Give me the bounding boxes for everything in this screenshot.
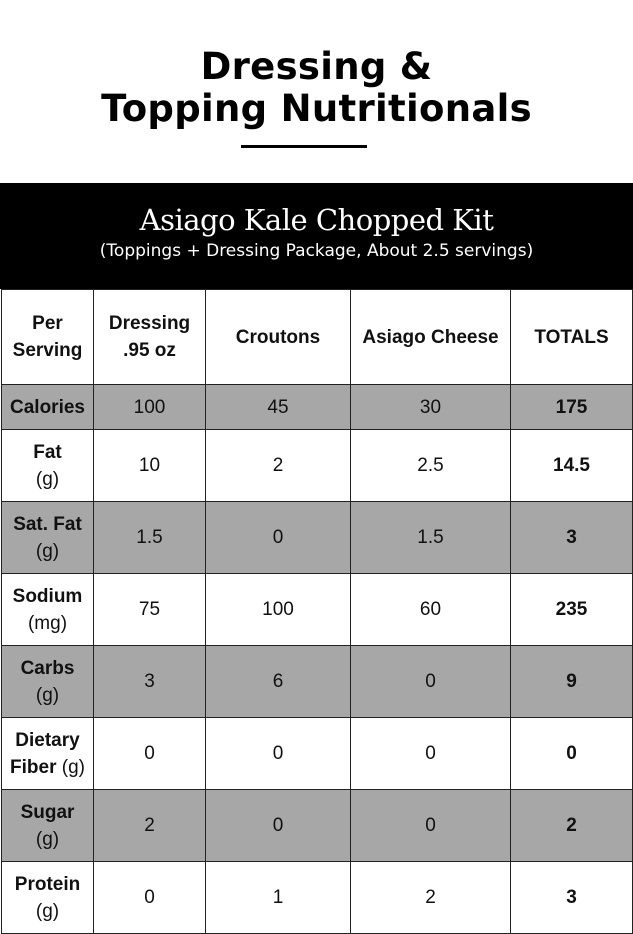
cell-dressing: 0 [94,862,206,934]
kit-header-band [0,183,633,289]
row-unit: (g) [35,828,60,850]
header-croutons: Croutons [206,290,351,385]
row-label-sat-fat [2,502,94,574]
cell-total: 2 [511,790,633,862]
row-label-protein [2,862,94,934]
cell-croutons: 0 [206,790,351,862]
table-row [2,790,633,862]
cell-total: 3 [511,502,633,574]
cell-cheese: 2.5 [351,430,511,502]
row-label-carbs [2,646,94,718]
cell-croutons: 2 [206,430,351,502]
cell-total: 9 [511,646,633,718]
cell-total: 14.5 [511,430,633,502]
row-unit: (g) [35,900,60,922]
header-asiago-cheese: Asiago Cheese [351,290,511,385]
cell-total: 235 [511,574,633,646]
cell-cheese: 0 [351,790,511,862]
header-dressing [94,290,206,385]
cell-dressing: 0 [94,718,206,790]
row-label-dietary-fiber [2,718,94,790]
cell-croutons: 0 [206,718,351,790]
row-label-text: Protein [14,873,81,895]
header-per-serving [2,290,94,385]
cell-dressing: 3 [94,646,206,718]
cell-total: 3 [511,862,633,934]
table-row [2,574,633,646]
table-row [2,502,633,574]
row-label-text: Fat [33,441,62,463]
row-label-sugar [2,790,94,862]
cell-croutons: 1 [206,862,351,934]
page-title-line-2: Topping Nutritionals [101,87,532,130]
cell-cheese: 1.5 [351,502,511,574]
row-label-calories: Calories [2,385,94,430]
cell-dressing: 100 [94,385,206,430]
row-label-text: Sat. Fat [13,513,82,535]
row-unit: (g) [61,756,85,778]
table-row [2,862,633,934]
nutrition-table [1,289,633,934]
header-per-serving-line-1: Per [32,313,63,334]
cell-dressing: 75 [94,574,206,646]
cell-dressing: 10 [94,430,206,502]
row-unit: (g) [35,540,60,562]
header-totals: TOTALS [511,290,633,385]
cell-cheese: 0 [351,718,511,790]
row-unit: (g) [35,684,60,706]
kit-subtitle: (Toppings + Dressing Package, About 2.5 servings) [99,241,534,261]
cell-cheese: 0 [351,646,511,718]
row-label-text: Sugar [20,801,75,823]
cell-croutons: 45 [206,385,351,430]
cell-dressing: 1.5 [94,502,206,574]
row-unit: (mg) [27,612,68,634]
cell-croutons: 100 [206,574,351,646]
row-label-text: Sodium [12,585,83,607]
table-row [2,646,633,718]
cell-cheese: 60 [351,574,511,646]
row-label-fat [2,430,94,502]
table-header-row [2,290,633,385]
row-label-sodium [2,574,94,646]
cell-croutons: 0 [206,502,351,574]
cell-dressing: 2 [94,790,206,862]
cell-cheese: 2 [351,862,511,934]
table-row [2,430,633,502]
row-unit: (g) [35,468,60,490]
title-underline [241,145,367,148]
cell-total: 0 [511,718,633,790]
kit-title: Asiago Kale Chopped Kit [139,203,494,237]
row-label-text-line-1: Dietary [15,729,80,751]
cell-croutons: 6 [206,646,351,718]
row-label-text-line-2: Fiber [10,756,57,778]
page-title [0,46,633,130]
row-label-text: Carbs [20,657,75,679]
table-row [2,718,633,790]
header-per-serving-line-2: Serving [12,340,83,361]
page-title-line-1: Dressing & [200,45,433,88]
cell-total: 175 [511,385,633,430]
header-dressing-line-2: .95 oz [123,340,176,361]
table-row [2,385,633,430]
header-dressing-line-1: Dressing [108,313,191,334]
cell-cheese: 30 [351,385,511,430]
